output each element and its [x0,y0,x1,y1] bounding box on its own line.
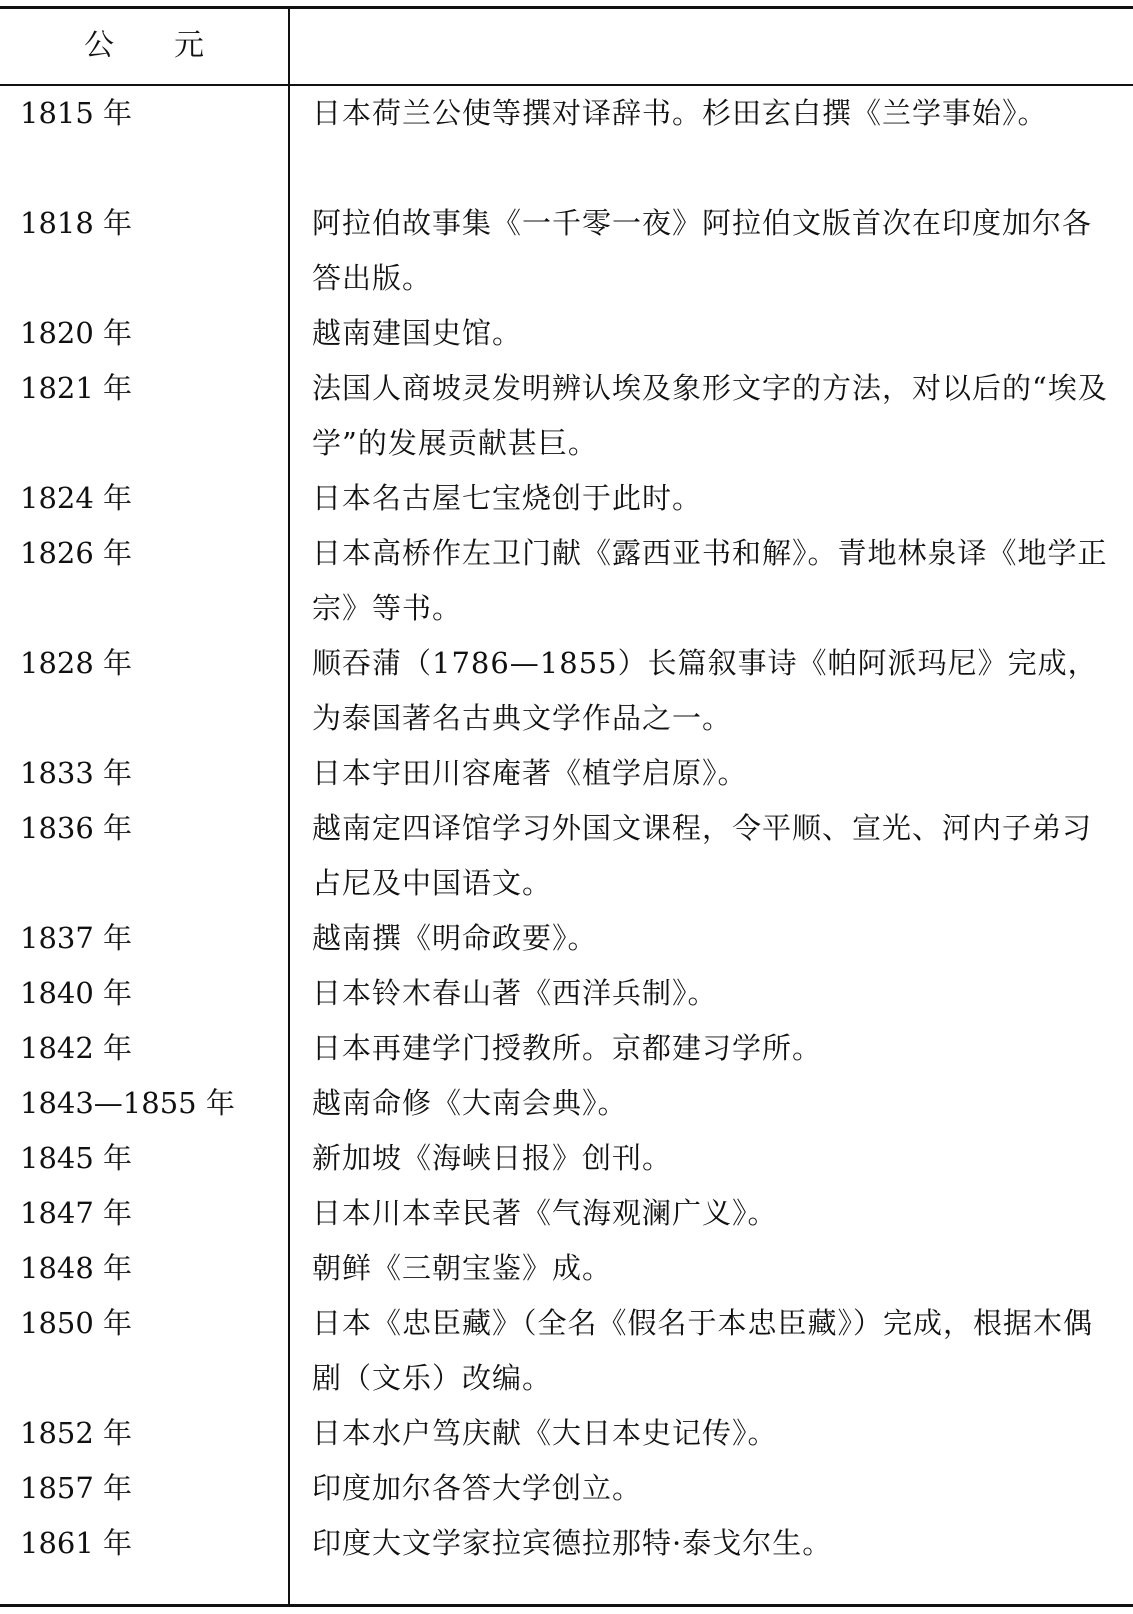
table-row [0,306,1133,361]
table-row [0,911,1133,966]
table-row [0,361,1133,471]
table-row [0,1461,1133,1516]
row-year: 1843—1855 年 [20,1086,235,1120]
row-event: 日本高桥作左卫门献《露西亚书和解》。青地林泉译《地学正宗》等书。 [312,536,1108,625]
row-year: 1848 年 [20,1251,133,1285]
row-year: 1836 年 [20,811,133,845]
row-event: 日本铃木春山著《西洋兵制》。 [312,976,718,1010]
table-row [0,801,1133,911]
row-year: 1852 年 [20,1416,133,1450]
table-row [0,1131,1133,1186]
row-event: 日本宇田川容庵著《植学启原》。 [312,756,748,790]
row-event: 新加坡《海峡日报》创刊。 [312,1141,673,1175]
row-event: 日本荷兰公使等撰对译辞书。杉田玄白撰《兰学事始》。 [312,96,1048,130]
row-event: 越南命修《大南会典》。 [312,1086,628,1120]
row-year: 1850 年 [20,1306,133,1340]
row-year: 1815 年 [20,96,133,130]
row-year: 1837 年 [20,921,133,955]
table-row [0,1076,1133,1131]
row-event: 法国人商坡灵发明辨认埃及象形文字的方法，对以后的“埃及学”的发展贡献甚巨。 [312,371,1108,460]
row-event: 阿拉伯故事集《一千零一夜》阿拉伯文版首次在印度加尔各答出版。 [312,206,1093,295]
row-year: 1857 年 [20,1471,133,1505]
row-year: 1833 年 [20,756,133,790]
row-event: 顺吞蒲（1786—1855）长篇叙事诗《帕阿派玛尼》完成，为泰国著名古典文学作品之一。 [312,646,1098,735]
row-year: 1818 年 [20,206,133,240]
row-event: 朝鲜《三朝宝鉴》成。 [312,1251,613,1285]
table-row [0,196,1133,306]
row-event: 越南定四译馆学习外国文课程，令平顺、宣光、河内子弟习占尼及中国语文。 [312,811,1093,900]
row-event: 印度加尔各答大学创立。 [312,1471,643,1505]
table-row [0,1241,1133,1296]
row-event: 日本名古屋七宝烧创于此时。 [312,481,703,515]
table-row [0,1021,1133,1076]
row-year: 1847 年 [20,1196,133,1230]
table-row [0,746,1133,801]
header-year-column: 公元 [84,28,264,63]
table-row [0,86,1133,196]
table-row [0,526,1133,636]
table-row [0,1516,1133,1571]
row-year: 1821 年 [20,371,133,405]
row-year: 1842 年 [20,1031,133,1065]
row-year: 1826 年 [20,536,133,570]
row-year: 1861 年 [20,1526,133,1560]
row-year: 1824 年 [20,481,133,515]
row-year: 1828 年 [20,646,133,680]
table-top-rule [0,6,1133,9]
table-row [0,1406,1133,1461]
row-event: 越南撰《明命政要》。 [312,921,598,955]
row-event: 日本《忠臣藏》（全名《假名于本忠臣藏》）完成，根据木偶剧（文乐）改编。 [312,1306,1094,1395]
row-event: 日本水户笃庆献《大日本史记传》。 [312,1416,778,1450]
row-event: 日本川本幸民著《气海观澜广义》。 [312,1196,778,1230]
table-bottom-rule [0,1604,1133,1607]
row-year: 1840 年 [20,976,133,1010]
row-event: 越南建国史馆。 [312,316,523,350]
row-year: 1820 年 [20,316,133,350]
table-row [0,471,1133,526]
table-row [0,966,1133,1021]
row-event: 日本再建学门授教所。京都建习学所。 [312,1031,823,1065]
table-row [0,636,1133,746]
table-row [0,1186,1133,1241]
row-year: 1845 年 [20,1141,133,1175]
table-row [0,1296,1133,1406]
row-event: 印度大文学家拉宾德拉那特·泰戈尔生。 [312,1526,833,1560]
